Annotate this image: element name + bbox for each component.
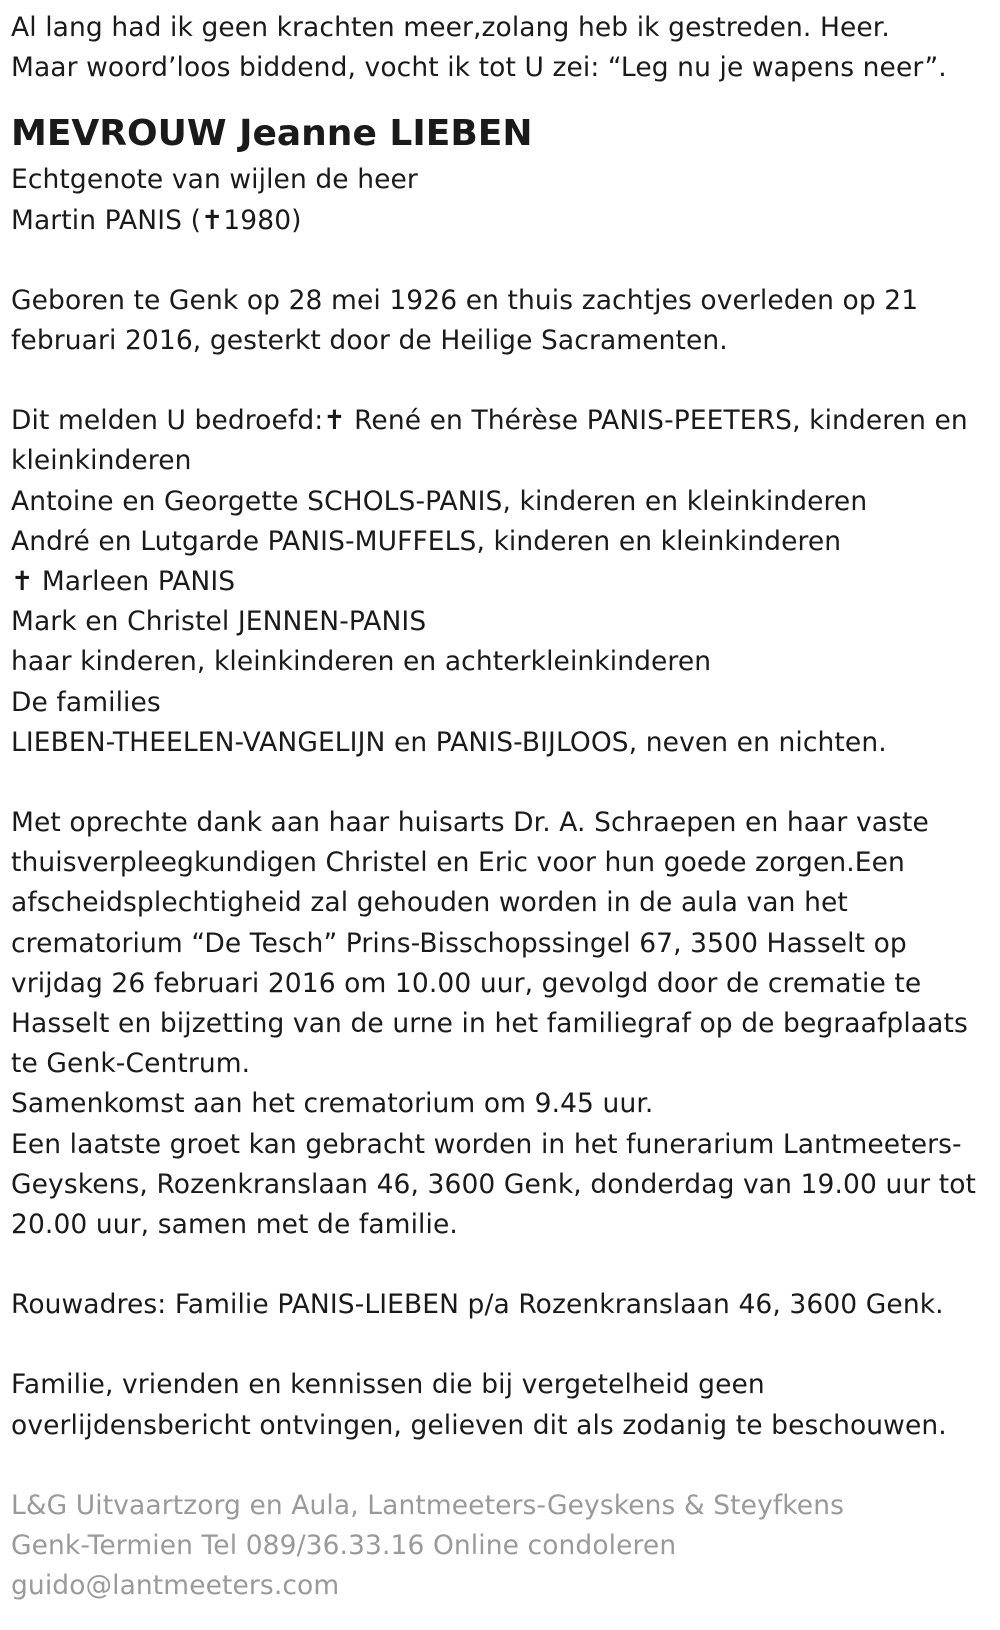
paragraph-line: Geyskens, Rozenkranslaan 46, 3600 Genk, donderdag van 19.00 uur tot [11,1168,977,1200]
paragraph-line: 20.00 uur, samen met de familie. [11,1209,458,1241]
footer-email: guido@lantmeeters.com [11,1570,340,1602]
spacer [11,763,989,803]
paragraph-line: thuisverpleegkundigen Christel en Eric voor hun goede zorgen.Een [11,847,905,879]
paragraph-line: Geboren te Genk op 28 mei 1926 en thuis zachtjes overleden op 21 [11,284,919,316]
mourners-list [11,401,989,763]
mourner-line: ✝ Marleen PANIS [11,566,236,598]
notice-paragraph [11,1365,989,1445]
paragraph-line: Een laatste groet kan gebracht worden in het funerarium Lantmeeters- [11,1128,962,1160]
paragraph-line: vrijdag 26 februari 2016 om 10.00 uur, gevolgd door de crematie te [11,967,922,999]
verse [11,8,989,88]
mourner-line: kleinkinderen [11,445,192,477]
paragraph-line: Familie, vrienden en kennissen die bij vergetelheid geen [11,1369,765,1401]
mourner-line: André en Lutgarde PANIS-MUFFELS, kinderen en kleinkinderen [11,525,842,557]
spacer [11,1446,989,1486]
mourner-line: Dit melden U bedroefd:✝ René en Thérèse PANIS-PEETERS, kinderen en [11,405,968,437]
spacer [11,1245,989,1285]
footer-line: L&G Uitvaartzorg en Aula, Lantmeeters-Geyskens & Steyfkens [11,1489,844,1521]
paragraph-line: Met oprechte dank aan haar huisarts Dr. A. Schraepen en haar vaste [11,807,929,839]
mourning-address: Rouwadres: Familie PANIS-LIEBEN p/a Rozenkranslaan 46, 3600 Genk. [11,1289,944,1321]
paragraph-line: overlijdensbericht ontvingen, gelieven dit als zodanig te beschouwen. [11,1409,947,1441]
spacer [11,361,989,401]
spacer [11,241,989,281]
deceased-name: MEVROUW Jeanne LIEBEN [11,113,533,155]
birth-death-paragraph [11,281,989,361]
mourner-line: haar kinderen, kleinkinderen en achterkleinkinderen [11,646,712,678]
verse-line: Maar woord’loos biddend, vocht ik tot U zei: “Leg nu je wapens neer”. [11,52,947,84]
paragraph-line: crematorium “De Tesch” Prins-Bisschopssingel 67, 3500 Hasselt op [11,927,907,959]
paragraph-line: afscheidsplechtigheid zal gehouden worden in de aula van het [11,887,848,919]
paragraph-line: Hasselt en bijzetting van de urne in het familiegraf op de begraafplaats [11,1008,968,1040]
paragraph-line: Samenkomst aan het crematorium om 9.45 uur. [11,1088,654,1120]
funeral-home-footer [11,1486,989,1607]
mourner-line: LIEBEN-THEELEN-VANGELIJN en PANIS-BIJLOOS, neven en nichten. [11,726,887,758]
spouse-line: Martin PANIS (✝1980) [11,204,302,236]
mourner-line: Mark en Christel JENNEN-PANIS [11,606,427,638]
paragraph-line: te Genk-Centrum. [11,1048,251,1080]
spouse-line: Echtgenote van wijlen de heer [11,164,418,196]
paragraph-line: februari 2016, gesterkt door de Heilige Sacramenten. [11,325,728,357]
footer-line: Genk-Termien Tel 089/36.33.16 Online condoleren [11,1530,677,1562]
spacer [11,1325,989,1365]
spouse-info [11,160,989,240]
verse-line: Al lang had ik geen krachten meer,zolang heb ik gestreden. Heer. [11,12,890,43]
ceremony-paragraph [11,803,989,1245]
mourner-line: Antoine en Georgette SCHOLS-PANIS, kinderen en kleinkinderen [11,485,868,517]
mourner-line: De families [11,686,161,718]
